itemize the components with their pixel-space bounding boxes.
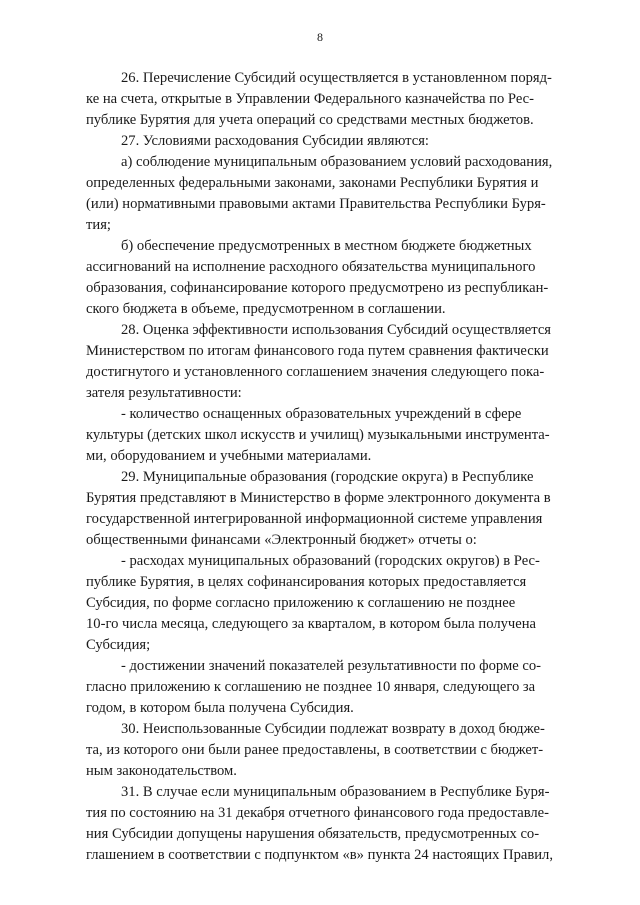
paragraph-28-item: - количество оснащенных образовательных учреждений в сфере культуры (детских школ искусств и училищ) музыкальными инструмента- ми, оборудованием и учебными материалами. [86,406,550,464]
paragraph-28: 28. Оценка эффективности использования Субсидий осуществляется Министерством по итогам финансового года путем сравнения фактически достигнутого и установленного соглашением значения следующего пока- зателя результативности: [86,322,552,401]
paragraph-31: 31. В случае если муниципальным образованием в Республике Буря- тия по состоянию на 31 декабря отчетного финансового года предоставле- ния Субсидии допущены нарушения обязательств, предусмотренных со- глашением в соответствии с подпунктом «в» пункта 24 настоящих Правил, [86,784,553,863]
paragraph-26: 26. Перечисление Субсидий осуществляется в установленном поряд- ке на счета, открытые в Управлении Федерального казначейства по Рес- публике Бурятия для учета операций со средствами местных бюджетов. [86,70,552,128]
paragraph-29-item-indicators: - достижении значений показателей результативности по форме со- гласно приложению к соглашению не позднее 10 января, следующего за годом, в котором была получена Субсидия. [86,658,542,716]
page-number: 8 [317,30,323,44]
paragraph-30: 30. Неиспользованные Субсидии подлежат возврату в доход бюдже- та, из которого они были ранее предоставлены, в соответствии с бюджет- ным законодательством. [86,721,545,779]
paragraph-29-item-expenses: - расходах муниципальных образований (городских округов) в Рес- публике Бурятия, в целях софинансирования которых предоставляется Субсидия, по форме согласно приложению к соглашению не позднее 10-го числа месяца, следующего за кварталом, в котором была получена Субсидия; [86,553,540,653]
paragraph-29: 29. Муниципальные образования (городские округа) в Республике Бурятия представляют в Министерство в форме электронного документа в государственной интегрированной информационной системе управления общественными финансами «Электронный бюджет» отчеты о: [86,469,551,548]
paragraph-27-b: б) обеспечение предусмотренных в местном бюджете бюджетных ассигнований на исполнение расходного обязательства муниципального образования, софинансирование которого предусмотрено из республикан- ского бюджета в объеме, предусмотренном в соглашении. [86,238,549,317]
paragraph-27-a: а) соблюдение муниципальным образованием условий расходования, определенных федеральными законами, законами Республики Бурятия и (или) нормативными правовыми актами Правительства Республики Буря- тия; [86,154,553,233]
document-body [86,68,571,866]
paragraph-27: 27. Условиями расходования Субсидии являются: [121,133,429,149]
